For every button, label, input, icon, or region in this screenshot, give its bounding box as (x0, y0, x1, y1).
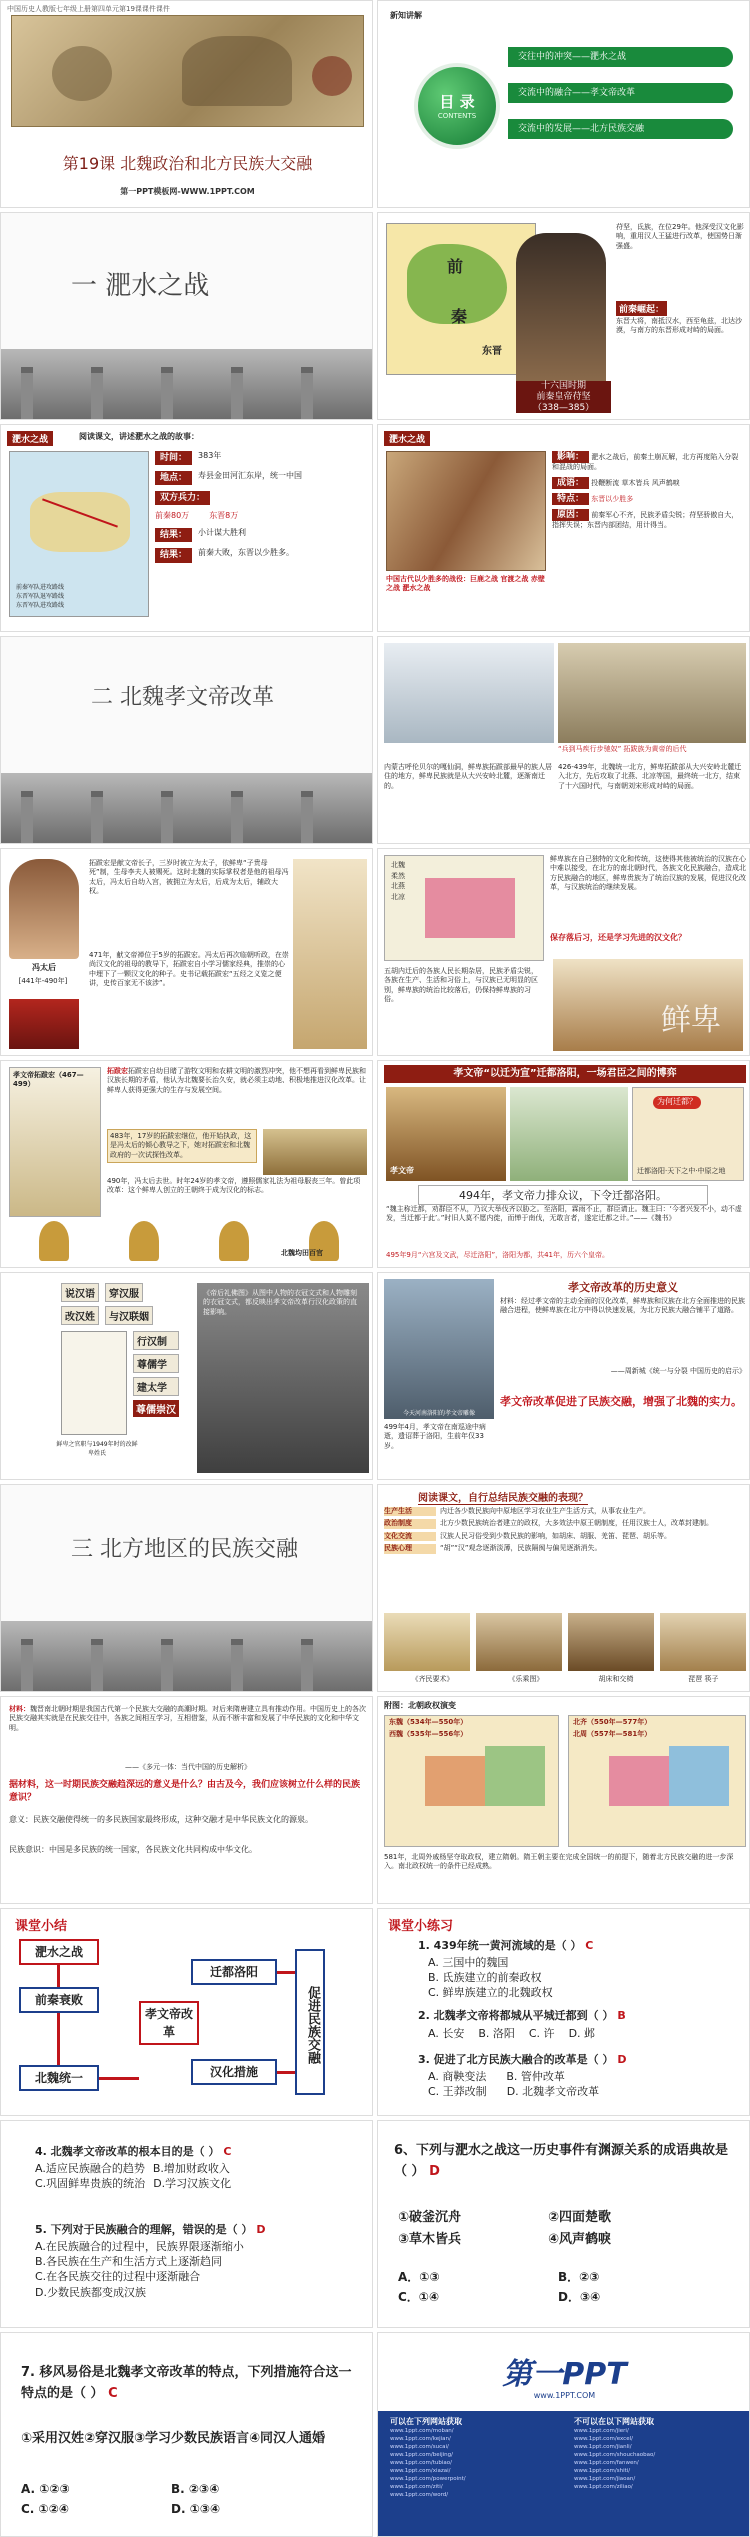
artifact-caption: 琵琶 筷子 (688, 1675, 719, 1683)
label-north-zhou: 北周（557年—581年） (573, 1730, 652, 1738)
slide-integration-material (0, 1696, 373, 1904)
integration-row: 生产生活 内迁各少数民族向中原地区学习农业生产生活方式，从事农业生产。 (384, 1507, 650, 1515)
ad-col-2 (574, 2417, 744, 2492)
death-note: 499年4月，孝文帝在南巡途中病逝，遗诏葬于洛阳，生前年仅33岁。 (384, 1423, 486, 1450)
slide-practice-1 (377, 1908, 750, 2116)
measures-grid (61, 1283, 185, 1329)
court-painting (510, 1087, 628, 1181)
slide-practice-4 (0, 2332, 373, 2537)
story-row: 地点： 寿县金田河汇东岸，统一中国 (155, 471, 367, 485)
legend-3: 东晋军队进攻路线 (16, 602, 65, 609)
integration-title: 阅读课文，自行总结民族交融的表现？ (418, 1489, 588, 1505)
label-north-qi: 北齐（550年—577年） (573, 1718, 652, 1726)
watermark-xianbei: 鲜卑 (661, 1003, 721, 1038)
slide-fuqian (377, 212, 750, 420)
slide-integration-forms (377, 1484, 750, 1692)
statue-caption: 今天河南洛阳的孝文帝雕像 (402, 1410, 475, 1417)
artifact-caption: 《齐民要术》 (411, 1675, 454, 1683)
tomb-photo (263, 1129, 367, 1175)
q1-answer: C (585, 1939, 594, 1952)
figurines-photo (553, 959, 743, 1051)
footnote: 495年9月“六宫及文武，尽迁洛阳”，洛阳为都，共41年，历六个皇帝。 (386, 1251, 609, 1259)
node-feishui: 淝水之战 (19, 1939, 99, 1965)
painting-label: 孝文帝 (390, 1166, 414, 1176)
quote-text: “魏主称迁都，劝群臣不从，乃议大举伐齐以胁之。至洛阳，霖雨不止，群臣请止。魏主曰：‘今者兴发不小，动不虚发，当迁都于此’。”时旧人莫不愿内徙，而惮于南伐，无敢言者，遂定迁都之计。” (386, 1205, 742, 1223)
ad-col-2-title: 不可以在以下网站获取 (574, 2417, 654, 2426)
ad-link[interactable]: www.1ppt.com/beijing/ (390, 2451, 454, 2458)
contents-item-3[interactable]: 交流中的发展——北方民族交融 (508, 119, 733, 139)
slide-contents (377, 0, 750, 208)
significance-source: ——周新城《统一与分裂 中国历史的启示》 (610, 1367, 746, 1375)
q1-option[interactable]: B. 氐族建立的前秦政权 (428, 1970, 542, 1984)
q7-answer: C (108, 2385, 118, 2401)
q5-option[interactable]: C.在各民族交往的过程中逐渐融合 (35, 2270, 201, 2284)
slide-practice-3 (377, 2120, 750, 2328)
q4-option[interactable]: C.巩固鲜卑贵族的统治 (35, 2176, 146, 2190)
q1-option[interactable]: C. 鲜卑族建立的北魏政权 (428, 1986, 553, 2000)
node-qianqin: 前秦衰败 (19, 1987, 99, 2013)
q5-option[interactable]: A.在民族融合的过程中，民族界限逐渐缩小 (35, 2239, 244, 2253)
q6-options (398, 2267, 718, 2308)
q6-option[interactable]: A．①③ (398, 2270, 440, 2284)
ad-link[interactable]: www.1ppt.com/tubiao/ (390, 2459, 452, 2466)
section-title: 一 淝水之战 (71, 271, 210, 301)
question-5 (35, 2221, 365, 2300)
influence-row: 影响： 淝水之战后，前秦土崩瓦解，北方再度陷入分裂和混战的局面。 (552, 452, 739, 472)
ad-link[interactable]: www.1ppt.com/word/ (390, 2491, 449, 2498)
buddha-relief (197, 1283, 369, 1473)
section-title: 三 北方地区的民族交融 (71, 1537, 298, 1562)
slide-section-1 (0, 212, 373, 420)
q3-stem: 3. 促进了北方民族大融合的改革是（ ） D (418, 2053, 627, 2066)
slide-section-2 (0, 636, 373, 844)
influence-row: 成语： 投鞭断流 草木皆兵 风声鹤唳 (552, 477, 744, 489)
q4-stem: 4. 北魏孝文帝改革的根本目的是（ ） C (35, 2145, 232, 2158)
quote-source: ——《魏书》 (633, 1214, 676, 1223)
q6-item: ③草木皆兵 (398, 2232, 462, 2248)
slide-beiwei-origin (377, 636, 750, 844)
q7-option[interactable]: C. ①②④ (21, 2502, 70, 2517)
rise-head: 前秦崛起： (616, 301, 667, 316)
integration-rows (384, 1507, 746, 1554)
q6-item: ①破釜沉舟 (398, 2210, 462, 2225)
slide-feishui-influence (377, 424, 750, 632)
battle-map (9, 451, 149, 617)
why-question: 为何迁都？ (653, 1096, 701, 1109)
dynasty-para: 581年，北周外戚杨坚夺取政权，建立隋朝。隋王朝主要在完成全国统一的前提下，随着北方民族交融的进一步深入。南北政权统一的条件已经成熟。 (384, 1853, 734, 1871)
palace-image (9, 999, 79, 1049)
q1-option[interactable]: A. 三国中的魏国 (428, 1955, 509, 1969)
map-luoyang (632, 1087, 744, 1181)
legend-1: 前秦军队进攻路线 (16, 584, 65, 591)
caption-line-3: （338—385） (532, 402, 595, 413)
ad-link[interactable]: www.1ppt.com/excel/ (574, 2435, 633, 2442)
key-sentence: 494年，孝文帝力排众议，下令迁都洛阳。 (418, 1185, 708, 1205)
measure-chip: 行汉制 (133, 1331, 179, 1350)
emperor-figure (9, 1067, 101, 1217)
influence-row: 特点： 东晋以少胜多 (552, 493, 744, 505)
ad-link[interactable]: www.1ppt.com/jieri/ (574, 2427, 629, 2434)
tuoba-para-2: 490年，冯太后去世。时年24岁的孝文帝，遵照儒家礼法为祖母服丧三年。曾此项改革：这个鲜卑人创立的王朝终于成为汉化的标志。 (107, 1177, 361, 1195)
node-integration: 促进民族交融 (295, 1949, 325, 2095)
slide-feng-taihou (0, 848, 373, 1056)
empress-portrait (9, 859, 79, 959)
ad-col-1 (390, 2417, 560, 2500)
significance-title: 孝文帝改革的历史意义 (568, 1281, 678, 1294)
empress-para-1: 拓跋宏是献文帝长子，三岁时被立为太子，依鲜卑“子贵母死”制，生母李夫人被赐死。这时北魏的实际掌权者是他的祖母冯太后，冯太后自幼入宫，被拥立为太后，后成为太后，辅政大权。 (89, 859, 289, 896)
ad-link[interactable]: www.1ppt.com/fanwen/ (574, 2459, 639, 2466)
story-list (155, 451, 367, 563)
slide-title (0, 0, 373, 208)
node-reform: 孝文帝改革 (139, 2001, 199, 2045)
map-qianqin (386, 223, 536, 375)
photo-caption: “兵到马疾行步驰奴” 拓跋族为黄帝的后代 (558, 745, 687, 753)
story-row: 前秦80万 东晋8万 (155, 511, 239, 521)
q7-stem: 7. 移风易俗是北魏孝文帝改革的特点，下列措施符合这一特点的是（ ） C (21, 2365, 352, 2401)
legend-2: 东晋军队退军路线 (16, 593, 65, 600)
ad-link[interactable]: www.1ppt.com/ziti/ (390, 2483, 443, 2490)
figure-title: 孝文帝拓跋宏（467—499） (13, 1071, 84, 1089)
summary-title: 课堂小结 (15, 1919, 68, 1934)
artifact-images (384, 1613, 746, 1671)
ad-link[interactable]: www.1ppt.com/powerpoint/ (390, 2475, 466, 2482)
surname-table (61, 1331, 127, 1435)
history-quote (386, 1205, 744, 1224)
background-right: 鲜卑族在自己独特的文化和传统，这使得其他被统治的汉族在心中难以接受，在北方的南北朝时代，各族文化民族融合，造成北方民族融合的地区，鲜卑贵族为了统治汉族的发展，促进汉化改革，与汉族统治的继续发展。 (550, 855, 746, 892)
header-text: 中国历史人教版七年级上册第四单元第19课课件课件 (7, 5, 170, 13)
slide-ppt-ad (377, 2332, 750, 2537)
fuqian-intro: 苻坚，氐族，在位29年。他深受汉文化影响，重用汉人王猛进行改革，使国势日渐强盛。 (616, 223, 744, 250)
q2-option[interactable]: A. 长安 (428, 2026, 465, 2040)
q3-answer: D (617, 2053, 627, 2066)
ad-link[interactable]: www.1ppt.com/shiti/ (574, 2467, 631, 2474)
ad-link[interactable]: www.1ppt.com/sucai/ (390, 2443, 449, 2450)
q5-answer: D (256, 2223, 266, 2236)
map-label-jin: 东晋 (482, 346, 502, 357)
ad-url[interactable]: www.1PPT.COM (533, 2391, 596, 2400)
integration-row: 民族心理 “胡”“汉”观念逐渐淡薄，民族隔阂与偏见逐渐消失。 (384, 1544, 602, 1553)
question-2 (418, 2007, 738, 2042)
q1-stem: 1. 439年统一黄河流域的是（ ） C (418, 1939, 594, 1952)
table-caption: 鲜卑之官职与1949年时的改鲜卑姓氏 (56, 1441, 138, 1457)
legend-beiwei: 北魏 (391, 861, 405, 869)
q2-option[interactable]: B. 洛阳 (478, 2026, 515, 2040)
q2-answer: B (617, 2009, 626, 2022)
ad-link[interactable]: www.1ppt.com/shouchaobao/ (574, 2451, 656, 2458)
statue-photo (384, 1279, 494, 1419)
significance-conclusion: 孝文帝改革促进了民族交融，增强了北魏的实力。 (500, 1395, 742, 1408)
node-luoyang: 迁都洛阳 (191, 1959, 277, 1985)
answer-meaning: 意义：民族交融使得统一的多民族国家最终形成，这种交融才是中华民族文化的源泉。 (9, 1815, 313, 1824)
slide-feishui-story (0, 424, 373, 632)
q7-option[interactable]: A. ①②③ (21, 2482, 70, 2496)
contents-logo (414, 63, 500, 149)
artifact-caption: 胡床和交椅 (598, 1675, 634, 1683)
q6-answer: D (429, 2163, 440, 2179)
node-measures: 汉化措施 (191, 2059, 277, 2085)
artifact-caption: 《乐乘图》 (508, 1675, 544, 1683)
background-left: 五胡内迁后的各族人民长期杂居，民族矛盾尖锐，各族在生产、生活和习俗上，与汉族已无明显的区别，鲜卑族的统治比较落后，仍保持鲜卑族的习俗。 (384, 967, 538, 1004)
q6-option[interactable]: C．①④ (398, 2290, 440, 2305)
measures-list (133, 1331, 179, 1417)
caption-line-1: 十六国时期 (540, 381, 586, 391)
measure-chip-highlight: 尊儒崇汉 (133, 1400, 179, 1417)
measure-chip: 与汉联姻 (105, 1306, 153, 1325)
ad-link[interactable]: www.1ppt.com/ziliao/ (574, 2483, 633, 2490)
slide-section-3 (0, 1484, 373, 1692)
fuqian-portrait (516, 233, 606, 383)
q7-option[interactable]: B. ②③④ (171, 2482, 220, 2496)
material-source: ——《多元一体：当代中国的历史解析》 (125, 1763, 251, 1771)
practice-title: 课堂小练习 (388, 1919, 454, 1934)
empress-name: 冯太后 (32, 963, 56, 972)
map-label-qin: 秦 (451, 307, 468, 326)
q4-option[interactable]: B.增加财政收入 (152, 2161, 230, 2175)
q7-items: ①采用汉姓②穿汉服③学习少数民族语言④同汉人通婚 (21, 2431, 326, 2446)
slide-title-text: 第19课 北魏政治和北方民族大交融 (62, 154, 313, 173)
integration-row: 政治制度 北方少数民族统治者建立的政权，大多效法中原王朝制度，任用汉族士人，改革封建制。 (384, 1519, 713, 1528)
slide-reform-background (377, 848, 750, 1056)
question-1 (418, 1937, 738, 2001)
q4-answer: C (223, 2145, 232, 2158)
measure-chip: 尊儒学 (133, 1354, 179, 1373)
slide-summary (0, 1908, 373, 2116)
scroll-painting (11, 15, 364, 127)
ad-logo: 第一PPT (502, 2357, 627, 2392)
banner: 孝文帝“以迁为宣”迁都洛阳，一场君臣之间的博弈 (384, 1065, 746, 1083)
significance-para: 材料：经过孝文帝的主动全面的汉化改革，鲜卑族和汉族在北方全面推进的民族融合进程，使鲜卑族在北方中得以快速发展，为北方民族大融合铺平了道路。 (500, 1297, 745, 1315)
q2-stem: 2. 北魏孝文帝将都城从平城迁都到（ ） B (418, 2009, 626, 2022)
origin-right: 426-439年，北魏统一北方，鲜卑拓跋部从大兴安岭北麓迁入北方，先后攻取了北燕、北凉等国，最终统一北方，结束了十六国时代，与南朝刘宋形成对峙的局面。 (558, 763, 742, 790)
slide-tuoba-hong (0, 1060, 373, 1268)
relief-caption: 《帝后礼佛图》从图中人物的衣冠文式和人物雕刻的衣冠文式，都反映出孝文帝改革行汉化政策的直接影响。 (203, 1289, 357, 1316)
stone-bridge (1, 773, 373, 843)
story-row: 时间： 383年 (155, 451, 367, 465)
map-north (384, 855, 544, 961)
emperor-painting (293, 859, 367, 1049)
q7-option[interactable]: D. ①③④ (171, 2502, 221, 2517)
ad-link[interactable]: www.1ppt.com/jiaoan/ (574, 2475, 636, 2482)
q3-option[interactable]: B. 管仲改革 (506, 2069, 565, 2083)
label-west-wei: 西魏（535年—556年） (389, 1730, 468, 1738)
ad-panel (378, 2411, 750, 2537)
q6-option[interactable]: D．③④ (558, 2290, 601, 2305)
painting-caption: 中国古代以少胜多的战役：巨鹿之战 官渡之战 赤壁之战 淝水之战 (386, 575, 545, 593)
map-title: 附图：北朝政权演变 (384, 1701, 456, 1710)
story-row: 结果： 前秦大败，东晋以少胜多。 (155, 548, 367, 562)
measure-chip: 说汉语 (61, 1283, 99, 1302)
slide-practice-2 (0, 2120, 373, 2328)
slide-subtitle: 第一PPT模板网-WWW.1PPT.COM (120, 187, 255, 196)
q7-options (21, 2479, 321, 2520)
ad-link[interactable]: www.1ppt.com/xiazai/ (390, 2467, 451, 2474)
q3-option[interactable]: C. 王莽改制 (428, 2084, 487, 2098)
material-para: 材料：魏晋南北朝时期是我国古代第一个民族大交融的高潮时期。对后来隋唐建立具有推动作用。中国历史上的各次民族交融其实就是在民族交往中，各族之间相互学习，互相借鉴，从而不断丰富和发展了中华民族的文化和中华文明。 (9, 1705, 366, 1732)
q5-option[interactable]: D.少数民族都变成汉族 (35, 2285, 146, 2299)
contents-item-2[interactable]: 交流中的融合——孝文帝改革 (508, 83, 733, 103)
legend-beiyan: 北燕 (391, 882, 405, 890)
q6-item: ②四面楚歌 (548, 2210, 612, 2225)
key-question: 保存落后习，还是学习先进的汉文化？ (550, 933, 686, 942)
slide-reform-measures (0, 1272, 373, 1480)
coin-caption: 北魏均田百官 (281, 1249, 323, 1257)
map-xianbei (384, 643, 554, 743)
story-row: 双方兵力： (155, 491, 367, 505)
ad-link[interactable]: www.1ppt.com/jianli/ (574, 2443, 632, 2450)
q6-item: ④风声鹤唳 (548, 2232, 612, 2248)
origin-left: 内蒙古呼伦贝尔的嘎仙洞，鲜卑族拓跋部最早的族人居住的地方，鲜卑民族就是从大兴安岭北麓，逐渐南迁的。 (384, 763, 552, 790)
empress-years: [441年-490年] (18, 977, 68, 985)
legend-rouran: 柔然 (391, 871, 405, 880)
tuoba-text (107, 1067, 367, 1095)
ad-link[interactable]: www.1ppt.com/moban/ (390, 2427, 454, 2434)
q2-option[interactable]: C. 许 (528, 2026, 555, 2040)
battle-painting (386, 451, 546, 571)
contents-logo-sub: CONTENTS (437, 112, 477, 120)
influence-row: 原因： 前秦军心不齐，民族矛盾尖锐；苻坚骄傲自大，指挥失误；东晋内部团结，用计得当。 (552, 509, 739, 529)
question-3 (418, 2051, 738, 2099)
rise-text: 东晋大将，南抵汉水，西至龟兹，北达沙漠，与南方的东晋形成对峙的局面。 (616, 317, 742, 335)
integration-row: 文化交流 汉族人民习俗受到少数民族的影响，如胡床、胡服、羌笛、琵琶、胡乐等。 (384, 1531, 671, 1540)
stone-bridge (1, 349, 373, 419)
tuoba-para-1: 拓跋宏自幼目睹了游牧文明和农耕文明的激烈冲突，他不想再看到鲜卑民族和汉族长期的矛盾，他认为北魏要长治久安，就必须主动地、积极地推进汉化改革。让鲜卑人获得更强大的生存与发展空间。 (107, 1067, 366, 1094)
label-east-wei: 东魏（534年—550年） (389, 1718, 468, 1726)
prompt: 阅读课文，讲述淝水之战的故事： (79, 432, 199, 441)
map-east-west-wei (384, 1715, 559, 1847)
q6-option[interactable]: B．②③ (558, 2270, 600, 2284)
empress-para-2: 471年，献文帝禅位于5岁的拓跋宏。冯太后再次临朝听政，在崇尚汉文化的祖母的教导下，拓跋宏自小学习儒家经典，推崇的心中埋下了一颗汉文化的种子。史书记载拓跋宏“五经之义览之便讲，史传百家无不该涉”。 (89, 951, 289, 988)
contents-item-1[interactable]: 交往中的冲突——淝水之战 (508, 47, 733, 67)
measure-chip: 建太学 (133, 1377, 179, 1396)
ad-col-1-title: 可以在下列网站获取 (390, 2417, 462, 2426)
slide-northern-dynasties (377, 1696, 750, 1904)
name-tag: 拓跋宏 (107, 1067, 128, 1075)
q6-stem: 6、下列与淝水之战这一历史事件有渊源关系的成语典故是（ ） D (394, 2143, 729, 2179)
cave-photo (558, 643, 746, 743)
node-beiwei: 北魏统一 (19, 2065, 99, 2091)
artifact-captions (384, 1675, 746, 1684)
measure-chip: 改汉姓 (61, 1306, 99, 1325)
map-caption: 迁都洛阳·天下之中·中原之地 (637, 1166, 726, 1175)
section-label: 新知讲解 (390, 11, 422, 20)
measure-chip: 穿汉服 (105, 1283, 143, 1302)
q3-option[interactable]: A. 商鞅变法 (428, 2069, 487, 2083)
map-qi-zhou (568, 1715, 746, 1847)
q2-option[interactable]: D. 邺 (568, 2026, 596, 2040)
portrait-caption (516, 381, 611, 413)
slide-move-capital (377, 1060, 750, 1268)
caption-line-2: 前秦皇帝苻坚 (536, 391, 591, 402)
story-row: 结果： 小计谋大胜利 (155, 528, 367, 542)
stone-bridge (1, 1621, 373, 1691)
q4-option[interactable]: D.学习汉族文化 (153, 2176, 232, 2190)
answer-awareness: 民族意识：中国是多民族的统一国家，各民族文化共同构成中华文化。 (9, 1845, 257, 1854)
slide-tag: 淝水之战 (7, 431, 53, 446)
legend-beiliang: 北凉 (391, 892, 405, 901)
material-question: 据材料，这一时期民族交融趋深远的意义是什么？由古及今，我们应该树立什么样的民族意识？ (9, 1780, 361, 1803)
influence-list (552, 451, 744, 530)
emperor-painting (386, 1087, 506, 1181)
ad-link[interactable]: www.1ppt.com/kejian/ (390, 2435, 451, 2442)
section-title: 二 北魏孝文帝改革 (91, 685, 274, 710)
q5-stem: 5. 下列对于民族融合的理解，错误的是（ ） D (35, 2223, 266, 2236)
q6-items (398, 2207, 698, 2251)
q5-option[interactable]: B.各民族在生产和生活方式上逐渐趋同 (35, 2254, 223, 2268)
q3-option[interactable]: D. 北魏孝文帝改革 (506, 2084, 600, 2098)
quote-box: 483年，17岁的拓跋宏继位，他开始执政，这是冯太后的倾心教导之下，她对拓跋宏和北魏政府的一次试探性改革。 (107, 1129, 257, 1163)
contents-logo-main: 目 录 (439, 93, 475, 111)
slide-reform-significance (377, 1272, 750, 1480)
slide-tag: 淝水之战 (384, 431, 430, 446)
question-4 (35, 2143, 365, 2191)
q4-option[interactable]: A.适应民族融合的趋势 (35, 2161, 145, 2175)
map-label-qian: 前 (447, 257, 464, 276)
